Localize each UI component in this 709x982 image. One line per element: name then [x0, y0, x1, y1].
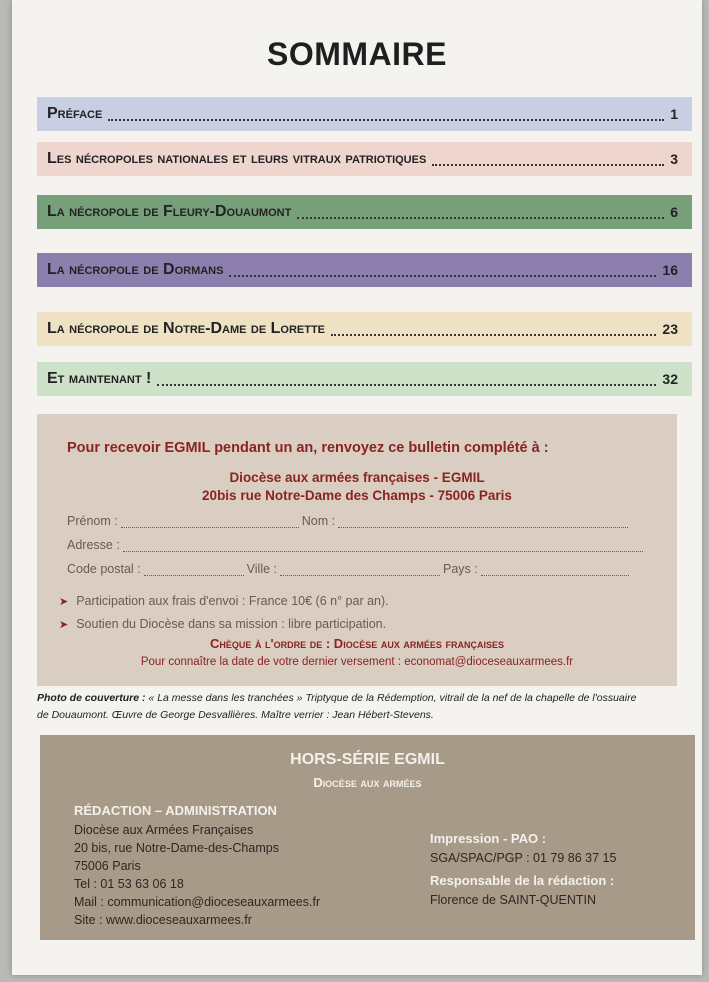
redaction-heading: RÉDACTION – ADMINISTRATION: [74, 803, 277, 818]
toc-leader-dots: [297, 205, 664, 219]
toc-item-label: La nécropole de Notre-Dame de Lorette: [47, 320, 326, 337]
toc-item-preface: [37, 97, 692, 131]
toc-item-dormans: [37, 253, 692, 287]
ville-label: Ville :: [246, 562, 278, 576]
caption-line-1: « La messe dans les tranchées » Triptyque de la Rédemption, vitrail de la nef de la chapelle de l'ossuaire: [145, 692, 637, 704]
form-bullet-soutien: [59, 617, 386, 631]
redaction-mail: Mail : communication@dioceseauxarmees.fr: [74, 895, 321, 909]
pays-label: Pays :: [443, 562, 478, 576]
toc-leader-dots: [432, 152, 664, 166]
form-field-adresse: [67, 538, 646, 552]
page-title: SOMMAIRE: [267, 36, 447, 72]
colophon-subtitle: Diocèse aux armées: [313, 775, 422, 790]
colophon-title: HORS-SÉRIE EGMIL: [290, 751, 445, 768]
document-page: [12, 0, 702, 975]
impression-value: SGA/SPAC/PGP : 01 79 86 37 15: [430, 851, 617, 865]
toc-leader-dots: [157, 372, 656, 386]
toc-item-label: Préface: [47, 105, 103, 122]
form-field-prenom-nom: [67, 514, 631, 528]
toc-item-page: 3: [670, 151, 678, 167]
toc-item-notre-dame-de-lorette: [37, 312, 692, 346]
arrow-right-icon: ➤: [59, 619, 69, 631]
nom-blank[interactable]: [338, 516, 628, 528]
prenom-label: Prénom :: [67, 514, 118, 528]
toc-item-page: 32: [662, 371, 678, 387]
impression-heading: Impression - PAO :: [430, 831, 547, 846]
redaction-phone: Tel : 01 53 63 06 18: [74, 877, 184, 891]
toc-leader-dots: [108, 107, 664, 121]
responsable-value: Florence de SAINT-QUENTIN: [430, 893, 597, 907]
redaction-line: 20 bis, rue Notre-Dame-des-Champs: [74, 841, 279, 855]
form-address-line-2: 20bis rue Notre-Dame des Champs - 75006 Paris: [202, 488, 512, 503]
form-headline: Pour recevoir EGMIL pendant un an, renvoyez ce bulletin complété à :: [67, 440, 549, 456]
toc-leader-dots: [331, 322, 656, 336]
toc-item-label: Les nécropoles nationales et leurs vitraux patriotiques: [47, 150, 427, 167]
nom-label: Nom :: [301, 514, 336, 528]
prenom-blank[interactable]: [121, 516, 299, 528]
toc-item-label: La nécropole de Dormans: [47, 261, 224, 278]
toc-item-label: Et maintenant !: [47, 370, 152, 387]
toc-item-page: 6: [670, 204, 678, 220]
code-postal-blank[interactable]: [144, 564, 244, 576]
caption-label: Photo de couverture :: [37, 692, 146, 704]
code-postal-label: Code postal :: [67, 562, 141, 576]
redaction-line: 75006 Paris: [74, 859, 141, 873]
arrow-right-icon: ➤: [59, 596, 69, 608]
redaction-line: Diocèse aux Armées Françaises: [74, 823, 254, 837]
pays-blank[interactable]: [481, 564, 629, 576]
form-address-line-1: Diocèse aux armées françaises - EGMIL: [229, 470, 485, 485]
form-bullet-participation: [59, 594, 389, 608]
responsable-heading: Responsable de la rédaction :: [430, 873, 615, 888]
toc-item-page: 16: [662, 262, 678, 278]
subscription-form: [37, 414, 677, 686]
bullet-text: Soutien du Diocèse dans sa mission : libre participation.: [76, 617, 387, 631]
toc-item-necropoles-nationales: [37, 142, 692, 176]
toc-item-page: 23: [662, 321, 678, 337]
toc-item-label: La nécropole de Fleury-Douaumont: [47, 203, 292, 220]
redaction-site: Site : www.dioceseauxarmees.fr: [74, 913, 252, 927]
adresse-blank[interactable]: [123, 540, 643, 552]
form-field-code-ville-pays: [67, 562, 632, 576]
toc-leader-dots: [229, 263, 656, 277]
toc-item-fleury-douaumont: [37, 195, 692, 229]
adresse-label: Adresse :: [67, 538, 120, 552]
bullet-text: Participation aux frais d'envoi : France 10€ (6 n° par an).: [76, 594, 389, 608]
caption-line-2: de Douaumont. Œuvre de George Desvallières. Maître verrier : Jean Hébert-Stevens.: [37, 709, 434, 721]
ville-blank[interactable]: [280, 564, 440, 576]
toc-item-page: 1: [670, 106, 678, 122]
toc-item-et-maintenant: [37, 362, 692, 396]
cover-photo-caption: [37, 690, 687, 724]
last-payment-info: Pour connaître la date de votre dernier versement : economat@dioceseauxarmees.fr: [140, 656, 574, 668]
colophon-box: [40, 735, 695, 940]
cheque-order-line: Chèque à l'ordre de : Diocèse aux armées françaises: [209, 636, 505, 651]
